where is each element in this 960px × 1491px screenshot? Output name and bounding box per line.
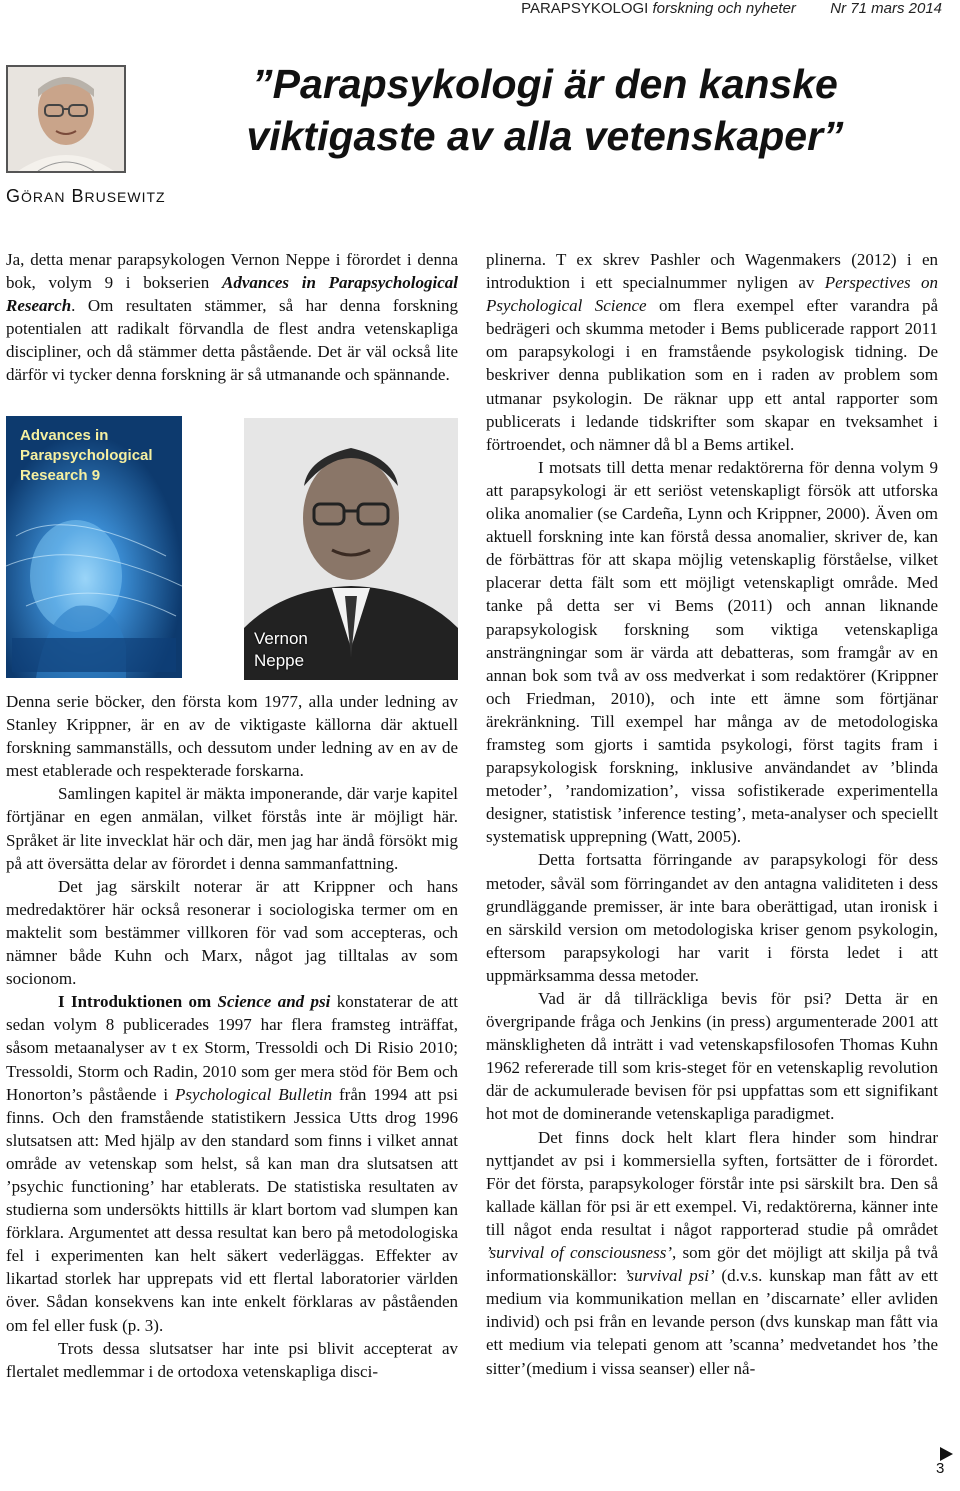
left-paragraph-3: Det jag särskilt noterar är att Krippner och hans medredaktörer här också resonerar i sociologiska termer om en maktelit som bestämmer villkoren för vad som accepteras, och nämner både Kuhn och Marx, något jag tilltalas av som socionom.: [6, 876, 458, 989]
article-title: [160, 58, 930, 162]
right-column-body: [486, 248, 938, 1380]
author-last-rest: RUSEWITZ: [84, 189, 166, 205]
author-portrait-image: [8, 67, 124, 171]
book-cover-title: [20, 426, 170, 486]
left-paragraph-4-journal: Psychological Bulletin: [175, 1084, 333, 1104]
issue-number: Nr 71 mars 2014: [830, 0, 942, 17]
author-byline: [6, 186, 166, 207]
running-header: [0, 0, 960, 22]
author-first-initial: G: [6, 186, 22, 206]
right-paragraph-5: [486, 1126, 938, 1380]
title-line-1: ”Parapsykologi är den kanske: [252, 61, 838, 107]
title-line-2: viktigaste av alla vetenskaper”: [246, 113, 844, 159]
right-paragraph-1-text-b: om flera exempel efter varandra på bedrägeri och skumma metoder i Bems publicerade rapport 2011 om parapsykologi i en framstående psykologisk tidning. De beskriver denna publikation som en i raden av problem som utmanar psykologin. De räknar upp ett antal rapporter som publicerats i ledande tidskrifter som skapar en tveksamhet i förtroendet, och nämner då bl a Bems artikel.: [486, 296, 938, 454]
left-paragraph-2: Samlingen kapitel är mäkta imponerande, där varje kapitel förtjänar en egen anmälan, vilket förstås inte är möjligt här. Språket är lite invecklat här och där, men jag har ändå försökt mig på att översätta delar av förordet i denna sammanfattning.: [6, 784, 458, 873]
author-portrait: [6, 65, 126, 173]
photo-caption-line-2: Neppe: [254, 651, 305, 670]
right-paragraph-5-text-b: , som gör det möjligt att skilja på två informationskällor:: [486, 1243, 938, 1286]
photo-caption-line-1: Vernon: [254, 629, 308, 648]
book-cover-title-2: Parapsychological: [20, 447, 153, 464]
intro-text-b: . Om resultaten stämmer, så har denna forskning potentialen att radikalt förvandla de flest andra vetenskapliga discipliner, och då stämmer detta påstående. Det är väl också lite därför vi tycker denna forskning är så utmanande och spännande.: [6, 296, 458, 385]
right-paragraph-1-journal: Perspectives on Psychological Science: [486, 273, 938, 316]
book-cover-title-3: Research 9: [20, 467, 101, 484]
right-paragraph-2: I motsats till detta menar redaktörerna för denna volym 9 att parapsykologi är ett seriöst vetenskapligt försök att utforska olika anomalier (se Cardeña, Lynn och Krippner, 2000). Även om aktuell forskning inte kan förstå dessa anomalier, skriver de, kan de förbättras för att skapa möjlig vetenskaplig förståelse, vilket placerar detta fält som ett möjligt vetenskapligt område. Med tanke på detta ser vi Bems (2011) och annan liknande parapsykologisk forskning som viktiga vetenskapliga ansträngningar som är värda att debatteras, som framgår av en annan bok som två av oss medverkat i som redaktörer (Krippner och Friedman, 2010), och inte ett ämne som förtjänar ärekränkning. Till exempel har många av de metodologiska framsteg som gjorts i samtida psykologi, först tagits fram i parapsykologisk forskning, inklusive användandet av ’blinda metoder’, ’randomization’, vissa sofistikerade experimentella designer, statistisk ’inference testing’, meta-analyser och speciellt systematisk upprepning (Watt, 2005).: [486, 457, 938, 847]
continue-arrow-icon: [940, 1447, 953, 1461]
author-first-rest: ÖRAN: [21, 189, 66, 205]
author-last-initial: B: [71, 186, 85, 206]
left-paragraph-4-lead-italic: Science and psi: [217, 992, 331, 1012]
right-paragraph-5-text-c: (d.v.s. kunskap man fått av ett medium via kommunikation mellan en ’discarnate’ eller avliden individ) och psi från en levande person (dvs kunskap man fått via ett medium via telepati genom att ’scanna’ medvetandet hos ’the sitter’(medium i vissa seanser) eller nå-: [486, 1266, 938, 1378]
photo-caption: [254, 628, 308, 672]
left-column-body: [6, 690, 458, 1383]
right-paragraph-1: [486, 248, 938, 456]
journal-name: PARAPSYKOLOGI: [521, 0, 649, 17]
left-paragraph-4: [6, 990, 458, 1336]
page-number: 3: [936, 1460, 945, 1477]
right-paragraph-5-term-1: ’survival of consciousness’: [486, 1243, 672, 1263]
left-paragraph-4-lead: I Introduktionen om: [58, 992, 218, 1012]
right-paragraph-4: Vad är då tillräckliga bevis för psi? Detta är en övergripande fråga och Jenkins (in press) argumenterade 2001 att mänskligheten då inträtt i vad vetenskapsfilosofen Thomas Kuhn 1962 refererade till som kris-steget för en vetenskaplig revolution där de ackumulerade bevisen för psi uppfattas som ett signifikant hot mot de dominerande vetenskapliga paradigmet.: [486, 989, 938, 1124]
left-paragraph-1: Denna serie böcker, den första kom 1977, alla under ledning av Stanley Krippner, är en av de viktigaste källorna där aktuell forskning sammanställs, och dessutom under ledning av en av de mest etablerade och respekterade forskarna.: [6, 692, 458, 781]
right-paragraph-5-term-2: ’survival psi’: [624, 1266, 715, 1286]
right-paragraph-3: Detta fortsatta förringande av parapsykologi för dess metoder, såväl som förringandet av den antagna validiteten i dess grundläggande premisser, är inte bara oberättigad, utan ironisk i en särskild version om metodologiska kriser genom psykologin, eftersom parapsykologi har varit i första ledet i att uppmärksamma dessa metoder.: [486, 850, 938, 985]
header-text: [521, 0, 942, 17]
intro-text: [6, 248, 458, 387]
intro-book-series: Advances in Parapsychological Research: [6, 273, 458, 316]
left-paragraph-4-text-b: från 1994 att psi finns. Och den framstående statistikern Jessica Utts drog 1996 slutsatsen att: Med hjälp av den standard som finns i vilket annat område av vetenskap som helst, så kan man dra slutsatsen att ’psychic functioning’ har etablerats. De statistiska resultaten av studierna som undersökts hittills är klart bortom vad slumpen kan förklara. Argumentet att dessa resultat kan bero på metodologiska fel i experimenten kan helt säkert vederläggas. Effekter av likartad storlek har upprepats vid ett flertal laboratorier världen över. Sådan konsekvens kan inte enkelt förklaras av påståenden om fel eller fusk (p. 3).: [6, 1084, 458, 1335]
book-cover-title-1: Advances in: [20, 427, 109, 444]
left-paragraph-5: Trots dessa slutsatser har inte psi blivit accepterat av flertalet medlemmar i de ortodoxa vetenskapliga disci-: [6, 1338, 458, 1381]
intro-paragraph: [6, 248, 458, 387]
left-paragraph-4-text-a: konstaterar de att sedan volym 8 publicerades 1997 har flera framsteg inträffat, såsom metaanalyser av t ex Storm, Tressoldi och Di Risio 2010; Tressoldi, Storm och Radin, 2010 som ger mera stöd för Bem och Honorton’s påstående i: [6, 992, 458, 1104]
intro-text-a: Ja, detta menar parapsykologen Vernon Neppe i förordet i denna bok, volym 9 i bokserien: [6, 250, 458, 293]
right-paragraph-5-text-a: Det finns dock helt klart flera hinder som hindrar nyttjandet av psi i kommersiella syften, fortsätter de i förordet. För det första, parapsykologer förstår inte psi särskilt bra. Den så kallade källan för psi är ett exempel. Vi, redaktörerna, känner inte till något enda resultat i något rapporterad studie på området: [486, 1127, 938, 1239]
journal-subtitle: forskning och nyheter: [652, 0, 796, 17]
right-paragraph-1-text-a: plinerna. T ex skrev Pashler och Wagenmakers (2012) i en introduktion i ett specialnummer nyligen av: [486, 250, 938, 293]
book-cover: [6, 416, 182, 678]
